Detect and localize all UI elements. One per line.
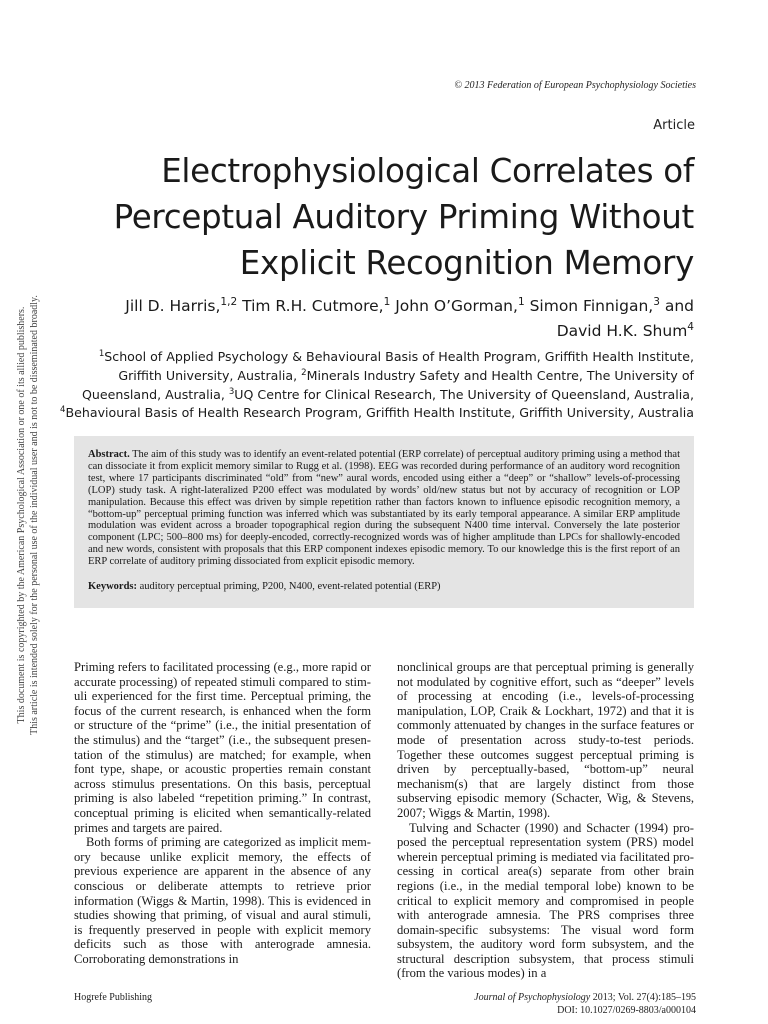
keywords-list: auditory perceptual priming, P200, N400, event-related potential (ERP) [137,581,441,593]
abstract-text [88,449,680,568]
abstract-body: The aim of this study was to identify an event-related potential (ERP correlate) of perceptual auditory priming using a method that can dissociate it from explicit memory similar to Rugg et al. (1998). EEG was recorded during performance of an auditory word recognition test, where 17 participants discriminated “old” from “new” aural words, encoded using either a “deep” or “shallow” levels-of-processing (LOP) study task. A right-lateralized P200 effect was modulated by words’ old/new status but not by accuracy of recognition or LOP manipulation. Because this effect was driven by simple repetition rather than factors known to influence episodic recognition memory, a “bottom-up” perceptual priming function was inferred which was substantiated by its early temporal appearance. A similar ERP amplitude modulation was evident across a broader topographical region during the subsequent N400 time interval. Conversely the late posterior component (LPC; 500–800 ms) for deeply-encoded, correctly-recognized words was of higher amplitude than LPCs for shallowly-encoded and new words, consistent with proposals that this ERP component indexes episodic memory. To our knowledge this is the first report of an ERP correlate of auditory priming dissociated from explicit episodic memory. [88,449,680,568]
keywords [88,581,680,593]
volume-pages: 2013; Vol. 27(4):185–195 [590,992,696,1003]
abstract-box [74,436,694,608]
title-line-2: Perceptual Auditory Priming Without [113,198,694,236]
author-shum: David H.K. Shum [556,322,688,340]
side-note-line-1: This document is copyrighted by the American Psychological Association or one of its allied publishers. [16,306,27,724]
author-finnigan: Simon Finnigan, [524,297,654,315]
body-paragraph: Tulving and Schacter (1990) and Schacter (1994) proposed the perceptual representation system (PRS) model wherein perceptual priming is mediated via facilitated processing in cortical area(s) separate from other brain regions (i.e., in the medial temporal lobe) known to be critical to explicit memory and compromised in people with anterograde amnesia. The PRS comprises three domain-specific subsystems: The visual word form subsystem, the auditory word form subsystem, and the structural description subsystem, that process stimuli (from the various modes) in a [397,820,694,981]
author-list [34,294,694,344]
journal-name: Journal of Psychophysiology [474,992,591,1003]
author-harris: Jill D. Harris, [125,297,221,315]
body-column-right [397,660,694,981]
body-column-left [74,660,371,966]
abstract-label: Abstract. [88,449,130,460]
affiliation-line-1: $^1$School of Applied Psychology & Behavioural Basis of Health Program, Griffith Health Institute, [98,348,694,364]
author-ogorman: John O’Gorman, [390,297,518,315]
body-paragraph: Both forms of priming are categorized as implicit memory because unlike explicit memory, the effects of previous experience are apparent in the absence of any conscious or deliberate attempts to retrieve prior information (Wiggs & Martin, 1998). This is evidenced in studies showing that priming, of visual and aural stimuli, is frequently preserved in people with explicit memory deficits such as those with anterograde amnesia. Corroborating demonstrations in [74,835,371,966]
journal-citation [474,992,696,1017]
author-line-2: David H.K. Shum$^4$ [556,320,694,340]
affiliation-line-4: $^4$Behavioural Basis of Health Research Program, Griffith Health Institute, Griffith University, Australia [60,405,694,421]
title-line-3: Explicit Recognition Memory [239,244,694,282]
title-line-1: Electrophysiological Correlates of [161,152,694,190]
copyright-line: © 2013 Federation of European Psychophysiology Societies [454,80,696,91]
paper-title [54,148,694,286]
affiliation-line-3: Queensland, Australia, $^3$UQ Centre for Clinical Research, The University of Queensland, Australia, [81,386,694,402]
body-paragraph: nonclinical groups are that perceptual priming is generally not modulated by cognitive effort, such as “deeper” levels of processing at encoding (i.e., levels-of-processing manipulation, LOP, Craik & Lockhart, 1972) and that it is commonly attenuated by changes in the surface features or mode of presentation across study-to-test periods. Together these outcomes suggest perceptual priming is driven by perceptually-based, “bottom-up” neural mechanism(s) that are largely distinct from those subserving episodic memory (Schacter, Wig, & Stevens, 2007; Wiggs & Martin, 1998). [397,660,694,820]
author-cutmore: Tim R.H. Cutmore, [237,297,384,315]
keywords-label: Keywords: [88,581,137,593]
doi: DOI: 10.1027/0269-8803/a000104 [557,1004,696,1016]
author-line-1: Jill D. Harris,$^{1,2}$ Tim R.H. Cutmore,$^1$ John O’Gorman,$^1$ Simon Finnigan,$^3$ and [125,295,694,315]
side-note-line-2: This article is intended solely for the personal use of the individual user and is not to be disseminated broadly. [29,295,40,735]
affiliations [34,348,694,423]
publisher-name: Hogrefe Publishing [74,992,153,1003]
affiliation-line-2: Griffith University, Australia, $^2$Minerals Industry Safety and Health Centre, The University of [118,367,694,383]
article-type-label: Article [653,118,695,133]
body-paragraph: Priming refers to facilitated processing (e.g., more rapid or accurate processing) of repeated stimuli compared to stimuli experienced for the first time. Perceptual priming, the focus of the current research, is enhanced when the form or structure of the “prime” (i.e., the initial presentation of the stimulus) and the “target” (i.e., the subsequent presentation of the stimulus) are matched; for example, when font type, shape, or acoustic properties remain constant across stimulus presentations. On this basis, perceptual priming is also labeled “repetition priming.” In contrast, conceptual priming is elicited when semantically-related primes and targets are paired. [74,660,371,835]
